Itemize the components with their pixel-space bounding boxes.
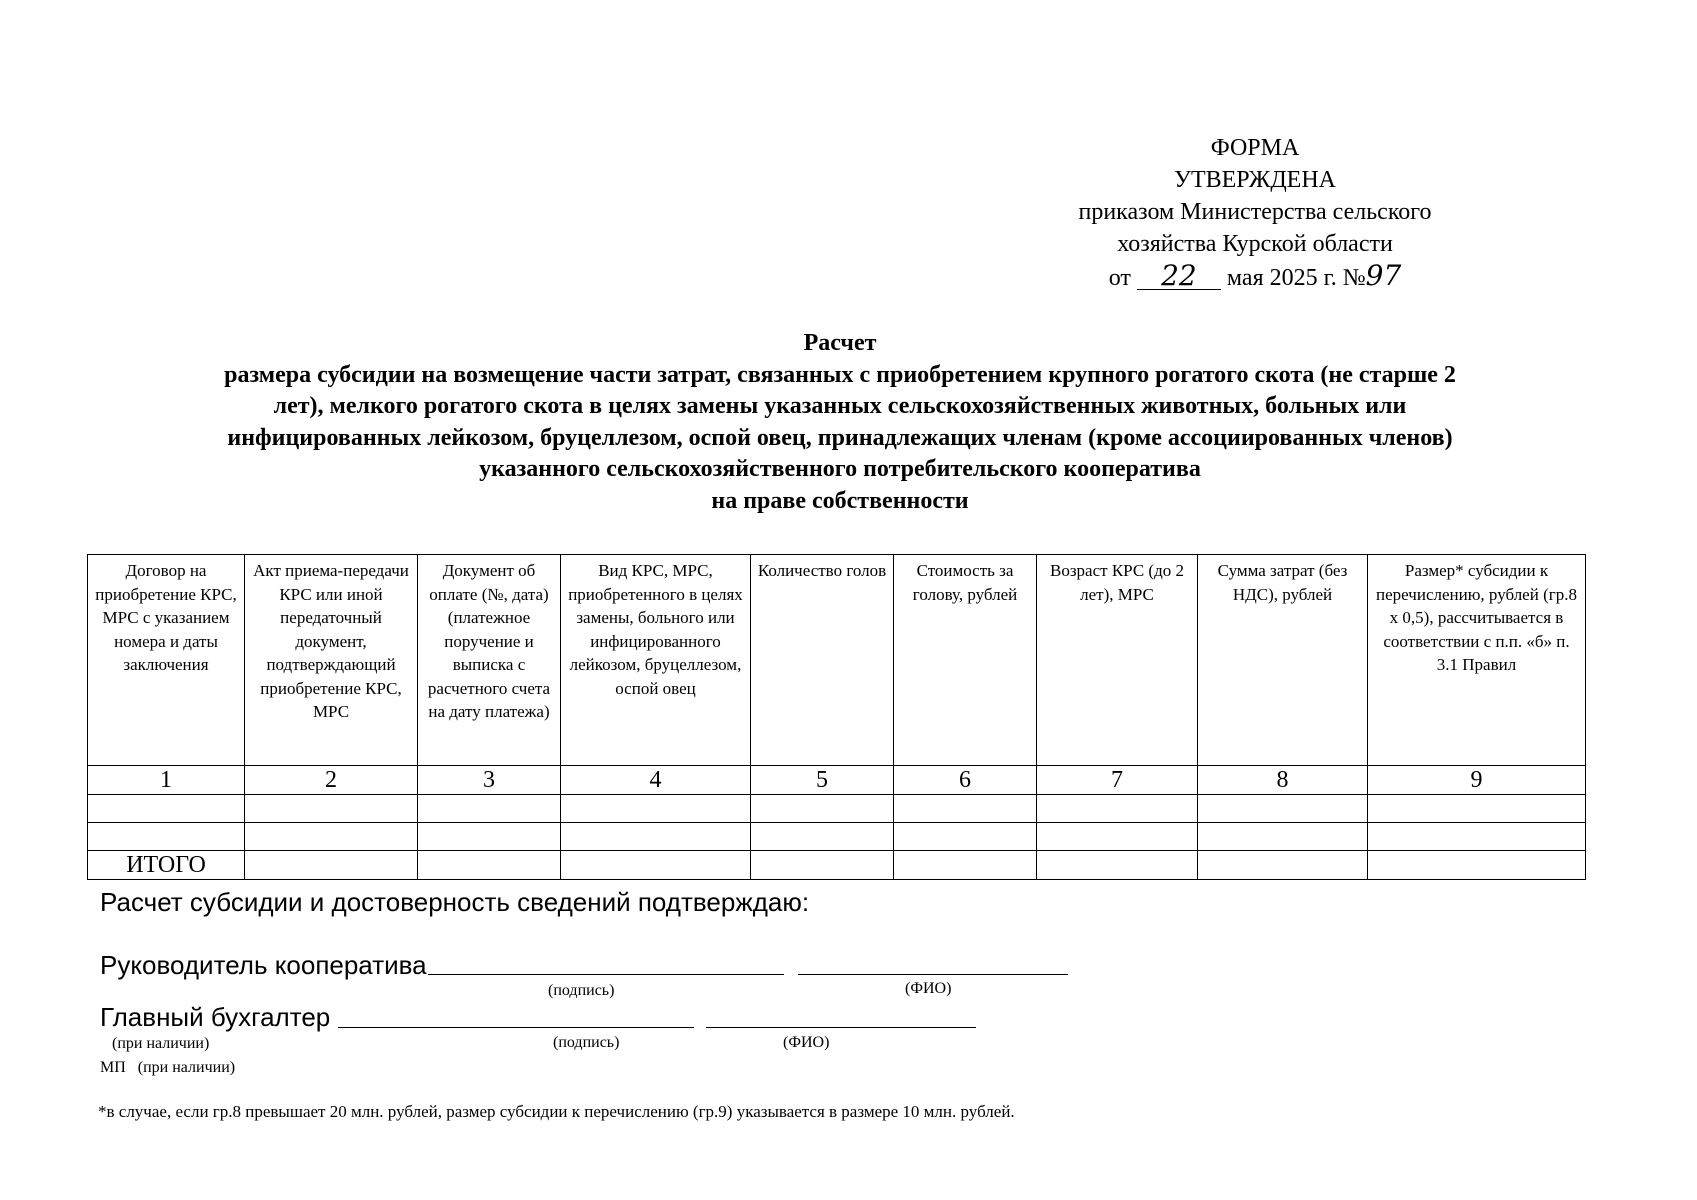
accountant-signature-line[interactable] — [338, 1027, 694, 1028]
column-number: 4 — [561, 766, 751, 795]
title-heading: Расчет — [803, 330, 877, 356]
header-cost-per-head: Стоимость за голову, рублей — [894, 555, 1037, 766]
accountant-name-line[interactable] — [706, 1027, 976, 1028]
title-line-3: лет), мелкого рогатого скота в целях замены указанных сельскохозяйственных животных, больных или — [273, 393, 1407, 419]
total-cell[interactable] — [245, 851, 418, 880]
approval-ministry-line: хозяйства Курской области — [1117, 231, 1393, 257]
table-header-row — [88, 555, 1586, 766]
head-signature-hint: (подпись) — [548, 982, 615, 999]
footnote: *в случае, если гр.8 превышает 20 млн. рублей, размер субсидии к перечислению (гр.9) указывается в размере 10 млн. рублей. — [98, 1102, 1015, 1121]
table-row — [88, 823, 1586, 851]
date-suffix: мая 2025 г. № — [1226, 265, 1366, 291]
table-cell[interactable] — [751, 823, 894, 851]
head-signature-label: Руководитель кооператива — [100, 950, 427, 980]
total-cell[interactable] — [561, 851, 751, 880]
table-cell[interactable] — [245, 795, 418, 823]
accountant-note: (при наличии) — [112, 1035, 210, 1052]
table-cell[interactable] — [894, 795, 1037, 823]
table-cell[interactable] — [418, 795, 561, 823]
total-cell[interactable] — [1198, 851, 1368, 880]
total-cell[interactable] — [418, 851, 561, 880]
header-payment-document: Документ об оплате (№, дата) (платежное поручение и выписка с расчетного счета на дату платежа) — [418, 555, 561, 766]
title-line-5: указанного сельскохозяйственного потребительского кооператива — [479, 456, 1201, 482]
table-cell[interactable] — [88, 795, 245, 823]
column-number: 1 — [88, 766, 245, 795]
accountant-name-hint: (ФИО) — [783, 1034, 830, 1051]
handwritten-order-number: 97 — [1365, 259, 1402, 292]
total-cell[interactable] — [1368, 851, 1586, 880]
table-cell[interactable] — [1368, 823, 1586, 851]
column-number: 6 — [894, 766, 1037, 795]
total-label: ИТОГО — [88, 851, 245, 880]
table-cell[interactable] — [88, 823, 245, 851]
head-signature-line[interactable] — [428, 974, 784, 975]
column-number: 3 — [418, 766, 561, 795]
approval-stamp — [1045, 132, 1465, 294]
confirmation-statement: Расчет субсидии и достоверность сведений подтверждаю: — [100, 887, 810, 917]
table-cell[interactable] — [1037, 795, 1198, 823]
table-cell[interactable] — [245, 823, 418, 851]
header-head-count: Количество голов — [751, 555, 894, 766]
column-number: 5 — [751, 766, 894, 795]
total-row — [88, 851, 1586, 880]
subsidy-table — [87, 554, 1586, 880]
head-name-hint: (ФИО) — [905, 980, 952, 997]
accountant-signature-hint: (подпись) — [553, 1034, 620, 1051]
title-line-2: размера субсидии на возмещение части затрат, связанных с приобретением крупного рогатого скота (не старше 2 — [224, 361, 1456, 388]
table-cell[interactable] — [418, 823, 561, 851]
approval-date-line — [1045, 260, 1465, 294]
header-contract: Договор на приобретение КРС, МРС с указанием номера и даты заключения — [88, 555, 245, 766]
column-number: 7 — [1037, 766, 1198, 795]
approval-approved-label: УТВЕРЖДЕНА — [1173, 167, 1337, 193]
approval-order-line: приказом Министерства сельского — [1078, 199, 1432, 225]
header-transfer-act: Акт приема-передачи КРС или иной передаточный документ, подтверждающий приобретение КРС, МРС — [245, 555, 418, 766]
table-cell[interactable] — [894, 823, 1037, 851]
total-cell[interactable] — [894, 851, 1037, 880]
stamp-place-label: МП (при наличии) — [100, 1059, 236, 1076]
column-number: 9 — [1368, 766, 1586, 795]
table-cell[interactable] — [1037, 823, 1198, 851]
header-age: Возраст КРС (до 2 лет), МРС — [1037, 555, 1198, 766]
document-title — [95, 328, 1585, 517]
header-subsidy-amount: Размер* субсидии к перечислению, рублей (гр.8 х 0,5), рассчитывается в соответствии с п.п. «б» п. 3.1 Правил — [1368, 555, 1586, 766]
column-number: 2 — [245, 766, 418, 795]
head-name-line[interactable] — [798, 974, 1068, 975]
date-prefix: от — [1108, 265, 1131, 291]
header-livestock-type: Вид КРС, МРС, приобретенного в целях замены, больного или инфицированного лейкозом, бруцеллезом, оспой овец — [561, 555, 751, 766]
table-cell[interactable] — [1198, 823, 1368, 851]
title-line-6: на праве собственности — [711, 487, 969, 514]
table-cell[interactable] — [561, 823, 751, 851]
table-cell[interactable] — [1198, 795, 1368, 823]
table-cell[interactable] — [561, 795, 751, 823]
approval-form-label: ФОРМА — [1210, 135, 1300, 161]
handwritten-day: 22 — [1137, 263, 1221, 290]
title-line-4: инфицированных лейкозом, бруцеллезом, оспой овец, принадлежащих членам (кроме ассоциированных членов) — [227, 424, 1453, 451]
table-row — [88, 795, 1586, 823]
column-number-row — [88, 766, 1586, 795]
total-cell[interactable] — [1037, 851, 1198, 880]
total-cell[interactable] — [751, 851, 894, 880]
table-cell[interactable] — [1368, 795, 1586, 823]
table-cell[interactable] — [751, 795, 894, 823]
accountant-signature-label: Главный бухгалтер — [100, 1002, 331, 1032]
header-total-cost: Сумма затрат (без НДС), рублей — [1198, 555, 1368, 766]
column-number: 8 — [1198, 766, 1368, 795]
